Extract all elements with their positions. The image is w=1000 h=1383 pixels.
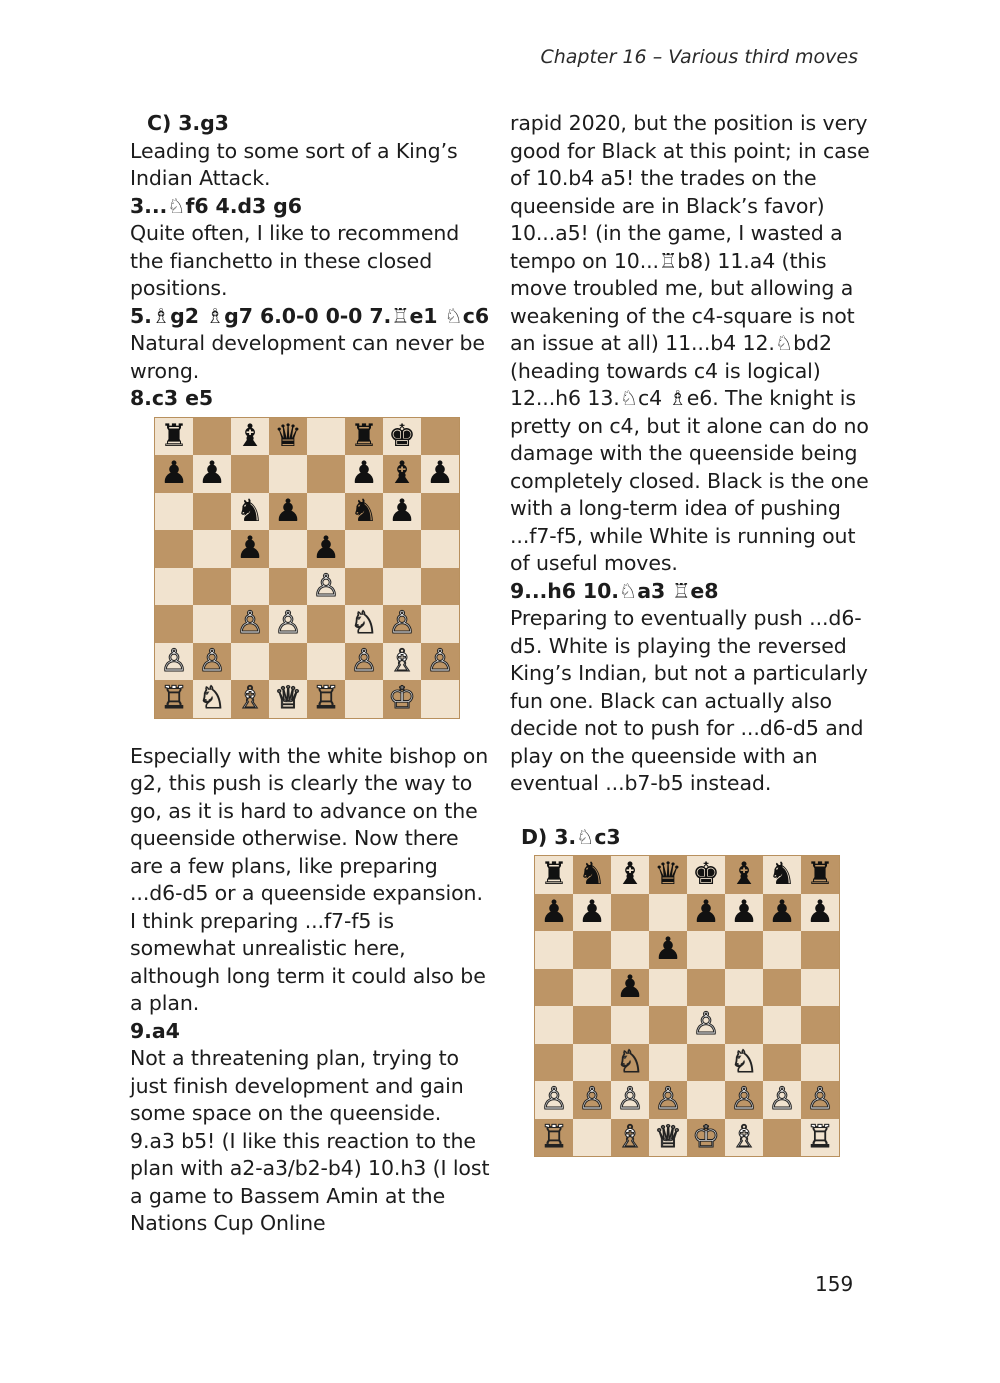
board-square [345, 643, 383, 681]
board-square [269, 680, 307, 718]
board-square [649, 1006, 687, 1044]
board-square [573, 1044, 611, 1082]
board-square [269, 418, 307, 456]
chess-piece-white: ♗ [236, 680, 264, 717]
board-square [307, 418, 345, 456]
paragraph: rapid 2020, but the position is very good for Black at this point; in case of 10.b4 a5! the trades on the queenside are in Black’s favor) 10...a5! (in the game, I wasted a tempo on 10...♖b8) 11.a4 (this move troubled me, but allowing a weakening of the c4-square is not an issue at all) 11...b4 12.♘bd2 (heading towards c4 is logical) 12...h6 13.♘c4 ♗e6. The knight is pretty on c4, but it alone can do no damage with the queenside being completely closed. Black is the one with a long-term idea of pushing ...f7-f5, while White is running out of useful moves. [510, 111, 870, 575]
board-square [421, 455, 459, 493]
board-square [687, 894, 725, 932]
chess-piece-white: ♙ [692, 1006, 720, 1043]
board-square [155, 530, 193, 568]
board-square [535, 1006, 573, 1044]
chess-piece-black: ♜ [540, 856, 568, 893]
board-square [307, 643, 345, 681]
chess-piece-black: ♟ [616, 968, 644, 1005]
paragraph: Natural development can never be wrong. [130, 331, 485, 383]
board-square [535, 1119, 573, 1157]
board-square [193, 605, 231, 643]
chess-piece-black: ♟ [654, 931, 682, 968]
chess-piece-black: ♝ [388, 455, 416, 492]
chess-piece-white: ♙ [198, 642, 226, 679]
board-square [269, 493, 307, 531]
board-square [193, 418, 231, 456]
board-square [725, 1044, 763, 1082]
board-square [421, 568, 459, 606]
chess-piece-white: ♙ [426, 642, 454, 679]
chess-piece-white: ♙ [616, 1081, 644, 1118]
board-square [573, 1006, 611, 1044]
chess-piece-black: ♟ [236, 530, 264, 567]
chess-piece-white: ♙ [540, 1081, 568, 1118]
board-square [801, 1119, 839, 1157]
board-square [345, 530, 383, 568]
board-square [155, 493, 193, 531]
board-square [193, 568, 231, 606]
page-number: 159 [815, 1272, 854, 1296]
board-square [763, 1044, 801, 1082]
board-square [687, 1044, 725, 1082]
chess-piece-black: ♜ [160, 417, 188, 454]
board-square [763, 894, 801, 932]
board-square [421, 605, 459, 643]
move-line: 9...h6 10.♘a3 ♖e8 [510, 578, 719, 603]
board-square [573, 856, 611, 894]
chess-piece-black: ♟ [274, 492, 302, 529]
board-square [231, 493, 269, 531]
board-square [763, 1119, 801, 1157]
board-square [725, 1081, 763, 1119]
board-square [231, 455, 269, 493]
chess-piece-black: ♟ [578, 893, 606, 930]
board-square [421, 680, 459, 718]
board-square [535, 969, 573, 1007]
chess-piece-white: ♔ [692, 1118, 720, 1155]
board-square [611, 1081, 649, 1119]
chess-piece-white: ♖ [540, 1118, 568, 1155]
board-square [573, 1081, 611, 1119]
board-square [687, 856, 725, 894]
chess-piece-black: ♝ [236, 417, 264, 454]
board-square [307, 493, 345, 531]
board-square [421, 418, 459, 456]
board-square [231, 530, 269, 568]
paragraph: Preparing to eventually push ...d6-d5. White is playing the reversed King’s Indian, but not a particularly fun one. Black can actually also decide not to push for ...d6-d5 and play on the queenside with an eventual ...b7-b5 instead. [510, 606, 868, 795]
board-square [231, 680, 269, 718]
board-square [763, 856, 801, 894]
board-square [383, 530, 421, 568]
chess-piece-black: ♚ [388, 417, 416, 454]
board-square [383, 455, 421, 493]
chess-piece-black: ♜ [350, 417, 378, 454]
board-square [611, 856, 649, 894]
board-square [193, 680, 231, 718]
board-square [269, 605, 307, 643]
chess-piece-white: ♙ [578, 1081, 606, 1118]
board-square [535, 931, 573, 969]
board-square [383, 643, 421, 681]
board-square [345, 568, 383, 606]
chess-piece-white: ♙ [730, 1081, 758, 1118]
chess-piece-white: ♕ [654, 1118, 682, 1155]
chess-piece-white: ♙ [160, 642, 188, 679]
chess-piece-black: ♟ [692, 893, 720, 930]
board-square [649, 931, 687, 969]
board-square [307, 680, 345, 718]
chess-piece-white: ♖ [312, 680, 340, 717]
board-square [801, 1044, 839, 1082]
chess-piece-black: ♟ [160, 455, 188, 492]
chess-piece-black: ♞ [236, 492, 264, 529]
board-square [345, 680, 383, 718]
board-square [687, 931, 725, 969]
board-square [763, 931, 801, 969]
chess-piece-white: ♙ [654, 1081, 682, 1118]
board-square [535, 856, 573, 894]
board-square [535, 1044, 573, 1082]
chess-piece-black: ♝ [616, 856, 644, 893]
board-square [155, 568, 193, 606]
board-square [611, 894, 649, 932]
board-square [573, 969, 611, 1007]
board-square [801, 1006, 839, 1044]
chess-piece-white: ♗ [730, 1118, 758, 1155]
move-line: 9.a4 [130, 1018, 180, 1043]
chess-piece-white: ♙ [274, 605, 302, 642]
board-square [269, 455, 307, 493]
board-square [687, 1006, 725, 1044]
board-square [611, 969, 649, 1007]
board-square [535, 894, 573, 932]
chess-piece-white: ♗ [388, 642, 416, 679]
board-square [801, 856, 839, 894]
board-square [155, 605, 193, 643]
board-square [649, 1044, 687, 1082]
chess-piece-white: ♙ [312, 567, 340, 604]
chess-piece-white: ♗ [616, 1118, 644, 1155]
board-square [611, 1044, 649, 1082]
chess-piece-black: ♞ [350, 492, 378, 529]
board-square [193, 493, 231, 531]
chess-piece-black: ♟ [730, 893, 758, 930]
board-square [573, 931, 611, 969]
board-square [801, 1081, 839, 1119]
board-square [307, 455, 345, 493]
board-square [193, 455, 231, 493]
chess-piece-white: ♙ [350, 642, 378, 679]
chess-piece-white: ♘ [198, 680, 226, 717]
section-heading-c: C) 3.g3 [147, 111, 229, 135]
chess-piece-black: ♟ [768, 893, 796, 930]
chapter-header: Chapter 16 – Various third moves [540, 46, 858, 68]
chess-piece-black: ♟ [426, 455, 454, 492]
board-square [155, 418, 193, 456]
board-square [421, 493, 459, 531]
move-line: 5.♗g2 ♗g7 6.0-0 0-0 7.♖e1 ♘c6 [130, 303, 489, 328]
board-square [421, 530, 459, 568]
chess-piece-black: ♛ [654, 856, 682, 893]
chess-piece-black: ♞ [768, 856, 796, 893]
chess-piece-black: ♟ [350, 455, 378, 492]
board-square [307, 568, 345, 606]
board-square [269, 643, 307, 681]
paragraph: Not a threatening plan, trying to just finish development and gain some space on the queenside. 9.a3 b5! (I like this reaction to the plan with a2-a3/b2-b4) 10.h3 (I lost a game to Bassem Amin at the Nations Cup Online [130, 1046, 490, 1235]
board-square [649, 969, 687, 1007]
chess-piece-white: ♙ [768, 1081, 796, 1118]
chess-piece-black: ♟ [388, 492, 416, 529]
board-square [231, 568, 269, 606]
board-square [155, 455, 193, 493]
board-square [383, 418, 421, 456]
board-square [611, 1119, 649, 1157]
chess-piece-white: ♙ [806, 1081, 834, 1118]
chess-piece-white: ♘ [730, 1043, 758, 1080]
board-square [383, 680, 421, 718]
board-square [345, 493, 383, 531]
board-square [725, 856, 763, 894]
board-square [725, 931, 763, 969]
board-square [231, 605, 269, 643]
board-square [231, 643, 269, 681]
board-square [763, 969, 801, 1007]
board-square [155, 643, 193, 681]
board-square [573, 1119, 611, 1157]
board-square [649, 1119, 687, 1157]
chess-piece-white: ♖ [160, 680, 188, 717]
board-square [725, 1119, 763, 1157]
board-square [801, 969, 839, 1007]
board-square [725, 969, 763, 1007]
chess-piece-white: ♖ [806, 1118, 834, 1155]
board-square [155, 680, 193, 718]
move-line: 8.c3 e5 [130, 386, 214, 410]
board-square [687, 1119, 725, 1157]
board-square [725, 1006, 763, 1044]
chess-piece-black: ♚ [692, 856, 720, 893]
board-square [801, 894, 839, 932]
board-square [383, 605, 421, 643]
board-square [649, 856, 687, 894]
board-square [535, 1081, 573, 1119]
board-square [269, 530, 307, 568]
right-column [510, 110, 870, 1157]
board-square [307, 530, 345, 568]
paragraph: Quite often, I like to recommend the fianchetto in these closed positions. [130, 221, 460, 300]
board-square [383, 568, 421, 606]
board-square [193, 530, 231, 568]
board-square [611, 1006, 649, 1044]
board-square [383, 493, 421, 531]
board-square [269, 568, 307, 606]
board-square [345, 418, 383, 456]
board-square [725, 894, 763, 932]
chess-piece-black: ♟ [312, 530, 340, 567]
paragraph: Especially with the white bishop on g2, this push is clearly the way to go, as it is hard to advance on the queenside otherwise. Now there are a few plans, like preparing ...d6-d5 or a queenside expansion. I think preparing ...f7-f5 is somewhat unrealistic here, although long term it could also be a plan. [130, 743, 489, 1015]
board-square [763, 1081, 801, 1119]
chess-piece-black: ♟ [540, 893, 568, 930]
board-square [231, 418, 269, 456]
board-square [345, 605, 383, 643]
board-square [649, 894, 687, 932]
section-heading-d: D) 3.♘c3 [521, 824, 621, 849]
chess-diagram-1 [154, 417, 460, 719]
board-square [307, 605, 345, 643]
board-square [649, 1081, 687, 1119]
board-square [421, 643, 459, 681]
board-square [573, 894, 611, 932]
chess-piece-black: ♟ [806, 893, 834, 930]
board-square [763, 1006, 801, 1044]
chess-piece-white: ♙ [388, 605, 416, 642]
chess-piece-white: ♘ [616, 1043, 644, 1080]
chess-piece-black: ♟ [198, 455, 226, 492]
left-column [130, 110, 490, 1238]
board-square [687, 1081, 725, 1119]
chess-piece-white: ♔ [388, 680, 416, 717]
chess-piece-black: ♜ [806, 856, 834, 893]
board-square [193, 643, 231, 681]
chess-diagram-2 [534, 855, 840, 1157]
board-square [611, 931, 649, 969]
chess-piece-black: ♛ [274, 417, 302, 454]
paragraph: Leading to some sort of a King’s Indian Attack. [130, 138, 458, 190]
board-square [687, 969, 725, 1007]
board-square [801, 931, 839, 969]
board-square [345, 455, 383, 493]
chess-piece-white: ♙ [236, 605, 264, 642]
move-line: 3...♘f6 4.d3 g6 [130, 193, 302, 218]
chess-piece-black: ♝ [730, 856, 758, 893]
chess-piece-white: ♕ [274, 680, 302, 717]
chess-piece-black: ♞ [578, 856, 606, 893]
chess-piece-white: ♘ [350, 605, 378, 642]
